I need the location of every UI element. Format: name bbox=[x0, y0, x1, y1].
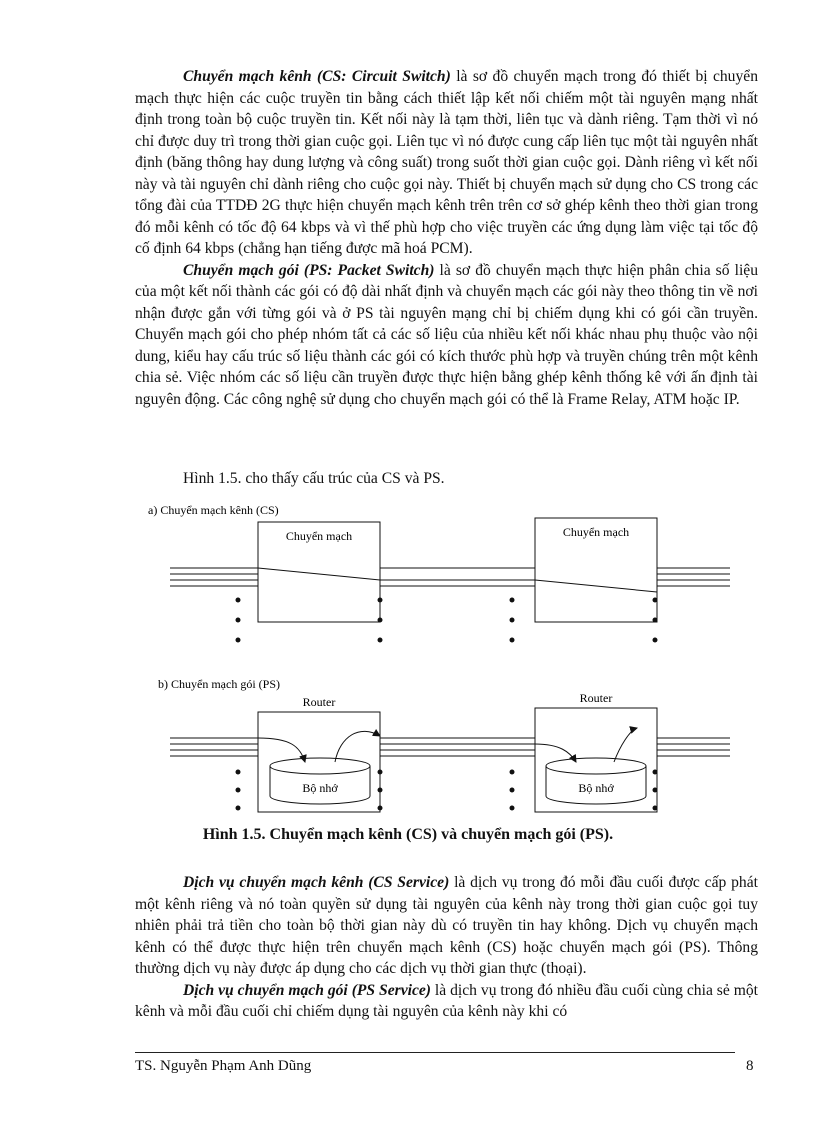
paragraph-lead: Chuyển mạch gói (PS: Packet Switch) bbox=[183, 261, 435, 279]
memory-label-right: Bộ nhớ bbox=[578, 781, 614, 795]
paragraph-body: là sơ đồ chuyển mạch trong đó thiết bị chuyển mạch thực hiện các cuộc truyền tin bằng cách thiết lập kết nối chiếm một tài nguyên mạng nhất định trong toàn bộ cuộc truyền tin. Kết nối này là tạm thời, liên tục và dành riêng. Tạm thời vì nó chỉ được duy trì trong thời gian cuộc gọi. Liên tục vì nó được cung cấp liên tục một tài nguyên nhất định (băng thông hay dung lượng và công suất) trong suốt thời gian cuộc gọi. Dành riêng vì kết nối này và tài nguyên chỉ dành riêng cho cuộc gọi này. Thiết bị chuyển mạch sử dụng cho CS trong các tổng đài của TTDĐ 2G thực hiện chuyển mạch kênh trên trên cơ sở ghép kênh theo thời gian trong đó mỗi kênh có tốc độ 64 kbps và vì thế phù hợp cho việc truyền các ứng dụng làm việc tại tốc độ cố định 64 kbps (chẳng hạn tiếng được mã hoá PCM). bbox=[135, 68, 758, 257]
paragraph-circuit-switch bbox=[135, 66, 758, 260]
paragraph-ps-service bbox=[135, 980, 758, 1023]
router-left bbox=[258, 695, 380, 812]
paragraph-packet-switch bbox=[135, 260, 758, 411]
router-label-right: Router bbox=[579, 691, 613, 705]
paragraph-lead: Dịch vụ chuyển mạch kênh (CS Service) bbox=[183, 874, 450, 891]
figure-caption: Hình 1.5. Chuyển mạch kênh (CS) và chuyển mạch gói (PS). bbox=[202, 826, 614, 843]
switch-box-right bbox=[535, 518, 657, 622]
paragraph-lead: Dịch vụ chuyển mạch gói (PS Service) bbox=[183, 981, 431, 999]
router-label-left: Router bbox=[302, 695, 336, 709]
router-right bbox=[535, 691, 657, 812]
page-number: 8 bbox=[746, 1058, 754, 1074]
label-b: b) Chuyển mạch gói (PS) bbox=[158, 677, 280, 691]
figure-diagram bbox=[140, 496, 730, 826]
paragraph-body: là sơ đồ chuyển mạch thực hiện phân chia số liệu của một kết nối thành các gói có độ dài nhất định và chuyển mạch các gói này theo thông tin về nơi nhận được gắn với từng gói và ở PS tài nguyên mạng chỉ bị chiếm dụng khi có gói cần truyền. Chuyển mạch gói cho phép nhóm tất cả các số liệu của nhiều kết nối khác nhau phụ thuộc vào nội dung, kiểu hay cấu trúc số liệu thành các gói có kích thước phù hợp và truyền chúng trên một kênh chia sẻ. Việc nhóm các số liệu cần truyền được thực hiện bằng ghép kênh thống kê với ấn định tài nguyên động. Các công nghệ sử dụng cho chuyển mạch gói có thể là Frame Relay, ATM hoặc IP. bbox=[135, 261, 758, 408]
paragraph-lead: Chuyển mạch kênh (CS: Circuit Switch) bbox=[183, 68, 451, 85]
bottom-text bbox=[135, 872, 758, 1023]
top-text bbox=[135, 66, 758, 410]
switch-label-right: Chuyển mạch bbox=[562, 525, 630, 539]
footer-author: TS. Nguyễn Phạm Anh Dũng bbox=[135, 1058, 312, 1074]
figure-cs-ps bbox=[140, 496, 730, 846]
label-a: a) Chuyển mạch kênh (CS) bbox=[148, 503, 279, 517]
figure-intro: Hình 1.5. cho thấy cấu trúc của CS và PS. bbox=[183, 470, 445, 487]
switch-box-left bbox=[258, 522, 380, 622]
paragraph-cs-service bbox=[135, 872, 758, 980]
footer-divider bbox=[135, 1052, 735, 1053]
paragraph-body: là dịch vụ trong đó mỗi đầu cuối được cấp phát một kênh riêng và nó toàn quyền sử dụng tài nguyên của kênh này trong thời gian cuộc gọi tuy nhiên phải trả tiền cho toàn bộ thời gian này dù có truyền tin hay không. Dịch vụ chuyển mạch kênh có thể được thực hiện trên chuyển mạch kênh (CS) hoặc chuyển mạch gói (PS). Thông thường dịch vụ này được áp dụng cho các dịch vụ thời gian thực (thoại). bbox=[135, 874, 758, 977]
memory-label-left: Bộ nhớ bbox=[302, 781, 338, 795]
switch-label-left: Chuyển mạch bbox=[285, 529, 353, 543]
paragraph-body: là dịch vụ trong đó nhiều đầu cuối cùng chia sẻ một kênh và mỗi đầu cuối chỉ chiếm dụng tài nguyên của kênh này khi có bbox=[135, 981, 758, 1020]
